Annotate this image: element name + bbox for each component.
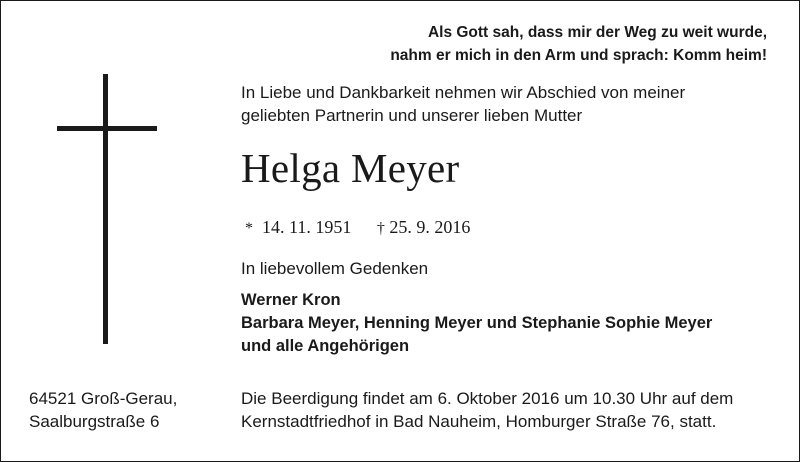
motto-quote <box>390 21 767 67</box>
address-line: Saalburgstraße 6 <box>29 412 160 431</box>
mourner-line: Barbara Meyer, Henning Meyer und Stephanie Sophie Meyer <box>241 314 713 332</box>
intro-line: geliebten Partnerin und unserer lieben Mutter <box>241 106 583 125</box>
mourner-line: Werner Kron <box>241 291 341 309</box>
intro-line: In Liebe und Dankbarkeit nehmen wir Abschied von meiner <box>241 83 686 102</box>
life-dates <box>245 215 470 241</box>
death-date: 25. 9. 2016 <box>389 217 471 237</box>
cross-icon <box>57 74 157 344</box>
funeral-line: Kernstadtfriedhof in Bad Nauheim, Homburger Straße 76, statt. <box>241 412 717 431</box>
family-address <box>29 387 177 433</box>
cross-vertical-bar <box>103 74 108 344</box>
mourner-line: und alle Angehörigen <box>241 337 410 355</box>
death-symbol: † <box>376 220 385 237</box>
motto-line: Als Gott sah, dass mir der Weg zu weit wurde, <box>427 24 767 41</box>
intro-text <box>241 81 685 127</box>
birth-symbol: * <box>245 220 253 237</box>
cross-horizontal-bar <box>57 126 157 131</box>
funeral-line: Die Beerdigung findet am 6. Oktober 2016 um 10.30 Uhr auf dem <box>241 389 734 408</box>
motto-line: nahm er mich in den Arm und sprach: Komm heim! <box>390 47 767 64</box>
birth-date: 14. 11. 1951 <box>262 217 352 237</box>
mourners-list <box>241 289 712 358</box>
memory-text: In liebevollem Gedenken <box>241 259 429 278</box>
funeral-notice <box>241 387 733 433</box>
address-line: 64521 Groß-Gerau, <box>29 389 178 408</box>
deceased-name: Helga Meyer <box>241 145 460 191</box>
